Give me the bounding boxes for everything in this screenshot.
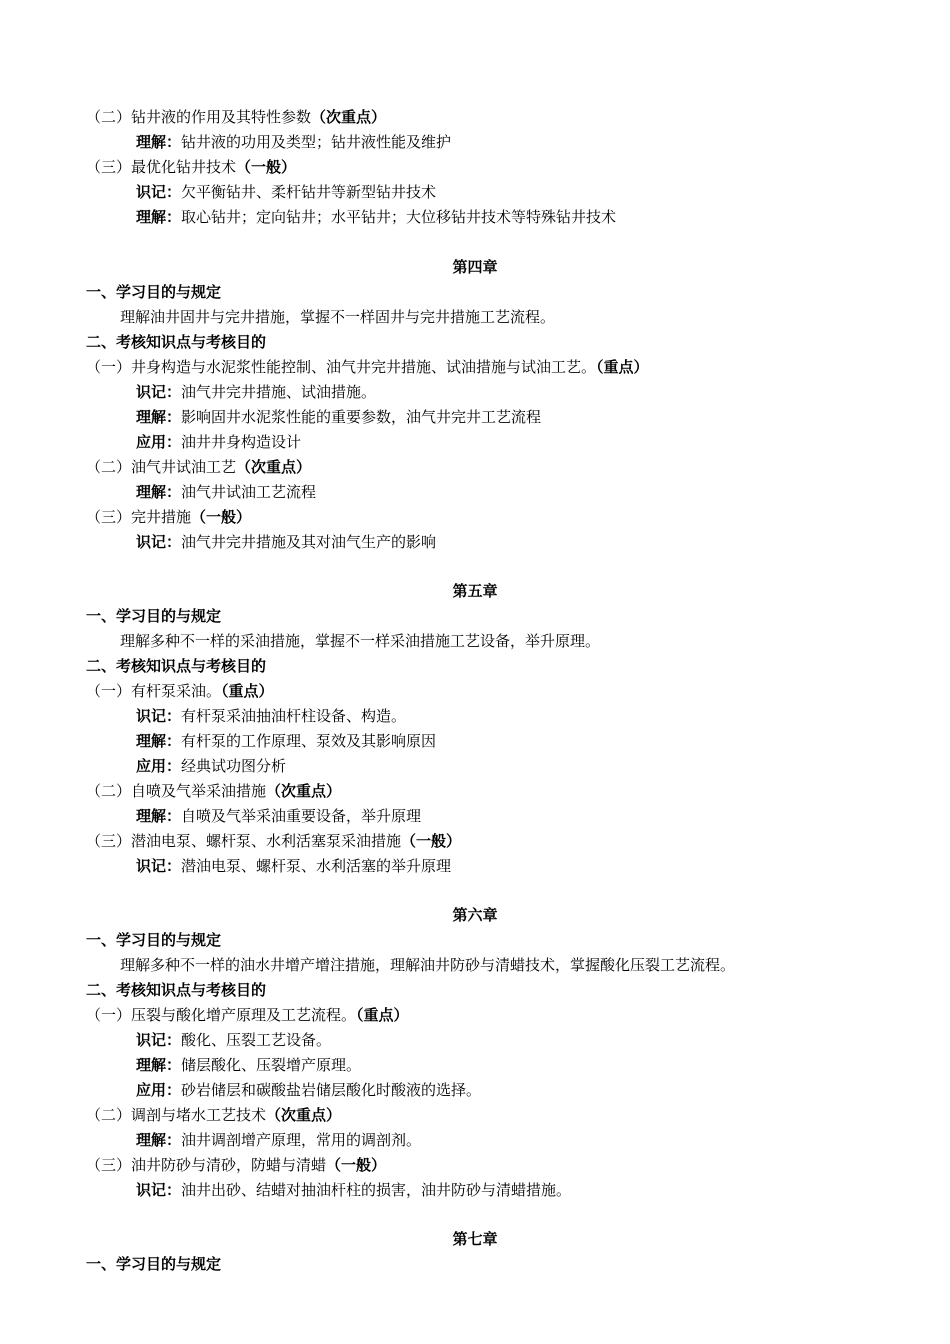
item-number: （一） bbox=[86, 1006, 132, 1024]
detail-line bbox=[0, 1053, 950, 1078]
detail-line bbox=[0, 1178, 950, 1203]
detail-label: 理解： bbox=[136, 483, 182, 501]
item-number: （三） bbox=[86, 158, 132, 176]
section-item bbox=[0, 355, 950, 380]
detail-label: 理解： bbox=[136, 1131, 182, 1149]
detail-text: 酸化、压裂工艺设备。 bbox=[181, 1031, 332, 1049]
item-text: 最优化钻井技术 bbox=[131, 158, 237, 176]
item-text: 油井防砂与清砂，防蜡与清蜡 bbox=[131, 1156, 327, 1174]
detail-label: 理解： bbox=[136, 732, 182, 750]
detail-text: 取心钻井；定向钻井；水平钻井；大位移钻井技术等特殊钻井技术 bbox=[181, 208, 617, 226]
section-heading: 一、学习目的与规定 bbox=[86, 1255, 222, 1273]
section-item bbox=[0, 1153, 950, 1178]
chapter-title: 第六章 bbox=[452, 906, 498, 924]
detail-text: 油井调剖增产原理，常用的调剖剂。 bbox=[181, 1131, 422, 1149]
section-heading: 二、考核知识点与考核目的 bbox=[86, 333, 267, 351]
chapter-title: 第五章 bbox=[452, 582, 498, 600]
detail-line bbox=[0, 530, 950, 555]
detail-line bbox=[0, 854, 950, 879]
section-item bbox=[0, 829, 950, 854]
detail-line bbox=[0, 405, 950, 430]
item-number: （三） bbox=[86, 508, 132, 526]
item-number: （一） bbox=[86, 682, 132, 700]
detail-text: 经典试功图分析 bbox=[181, 757, 287, 775]
detail-text: 砂岩储层和碳酸盐岩储层酸化时酸液的选择。 bbox=[181, 1081, 482, 1099]
section-heading: 二、考核知识点与考核目的 bbox=[86, 981, 267, 999]
detail-text: 油气井完井措施及其对油气生产的影响 bbox=[181, 533, 437, 551]
detail-text: 油井井身构造设计 bbox=[181, 433, 302, 451]
section-item bbox=[0, 155, 950, 180]
detail-line bbox=[0, 804, 950, 829]
section-heading: 一、学习目的与规定 bbox=[86, 283, 222, 301]
item-number: （三） bbox=[86, 832, 132, 850]
detail-line bbox=[0, 130, 950, 155]
item-text: 调剖与堵水工艺技术 bbox=[131, 1106, 267, 1124]
item-text: 潜油电泵、螺杆泵、水利活塞泵采油措施 bbox=[131, 832, 402, 850]
section-item bbox=[0, 779, 950, 804]
detail-label: 识记： bbox=[136, 1031, 182, 1049]
detail-label: 应用： bbox=[136, 757, 182, 775]
item-text: 油气井试油工艺 bbox=[131, 458, 237, 476]
detail-text: 油气井完井措施、试油措施。 bbox=[181, 383, 377, 401]
priority-tag: （重点） bbox=[221, 682, 274, 700]
item-text: 完井措施 bbox=[131, 508, 192, 526]
detail-line bbox=[0, 480, 950, 505]
item-text: 井身构造与水泥浆性能控制、油气井完井措施、试油措施与试油工艺。 bbox=[131, 358, 597, 376]
detail-text: 潜油电泵、螺杆泵、水利活塞的举升原理 bbox=[181, 857, 452, 875]
chapter-title: 第七章 bbox=[452, 1230, 498, 1248]
detail-label: 理解： bbox=[136, 1056, 182, 1074]
detail-line bbox=[0, 180, 950, 205]
detail-label: 理解： bbox=[136, 133, 182, 151]
detail-label: 识记： bbox=[136, 383, 182, 401]
detail-line bbox=[0, 754, 950, 779]
item-number: （二） bbox=[86, 1106, 132, 1124]
item-number: （二） bbox=[86, 108, 132, 126]
detail-label: 识记： bbox=[136, 183, 182, 201]
priority-tag: （次重点） bbox=[266, 1106, 342, 1124]
chapter-title: 第四章 bbox=[452, 258, 498, 276]
item-number: （三） bbox=[86, 1156, 132, 1174]
detail-line bbox=[0, 205, 950, 230]
detail-label: 识记： bbox=[136, 857, 182, 875]
detail-label: 识记： bbox=[136, 707, 182, 725]
detail-line bbox=[0, 1078, 950, 1103]
detail-label: 理解： bbox=[136, 807, 182, 825]
priority-tag: （次重点） bbox=[311, 108, 387, 126]
detail-text: 有杆泵采油抽油杆柱设备、构造。 bbox=[181, 707, 407, 725]
detail-label: 理解： bbox=[136, 408, 182, 426]
priority-tag: （一般） bbox=[191, 508, 252, 526]
detail-label: 识记： bbox=[136, 1181, 182, 1199]
section-item bbox=[0, 105, 950, 130]
item-text: 压裂与酸化增产原理及工艺流程。 bbox=[131, 1006, 357, 1024]
priority-tag: （次重点） bbox=[236, 458, 312, 476]
detail-label: 识记： bbox=[136, 533, 182, 551]
detail-line bbox=[0, 430, 950, 455]
section-item bbox=[0, 505, 950, 530]
priority-tag: （一般） bbox=[326, 1156, 387, 1174]
item-number: （一） bbox=[86, 358, 132, 376]
detail-line bbox=[0, 729, 950, 754]
detail-text: 储层酸化、压裂增产原理。 bbox=[181, 1056, 362, 1074]
detail-text: 有杆泵的工作原理、泵效及其影响原因 bbox=[181, 732, 437, 750]
paragraph: 理解多种不一样的油水井增产增注措施，理解油井防砂与清蜡技术，掌握酸化压裂工艺流程。 bbox=[120, 956, 736, 974]
detail-label: 理解： bbox=[136, 208, 182, 226]
detail-line bbox=[0, 1028, 950, 1053]
item-text: 钻井液的作用及其特性参数 bbox=[131, 108, 312, 126]
priority-tag: （次重点） bbox=[266, 782, 342, 800]
detail-text: 影响固井水泥浆性能的重要参数，油气井完井工艺流程 bbox=[181, 408, 542, 426]
item-text: 自喷及气举采油措施 bbox=[131, 782, 267, 800]
section-item bbox=[0, 1103, 950, 1128]
priority-tag: （重点） bbox=[596, 358, 649, 376]
item-number: （二） bbox=[86, 458, 132, 476]
item-text: 有杆泵采油。 bbox=[131, 682, 222, 700]
item-number: （二） bbox=[86, 782, 132, 800]
priority-tag: （一般） bbox=[401, 832, 462, 850]
priority-tag: （一般） bbox=[236, 158, 297, 176]
detail-text: 油气井试油工艺流程 bbox=[181, 483, 317, 501]
section-heading: 一、学习目的与规定 bbox=[86, 931, 222, 949]
paragraph: 理解油井固井与完井措施，掌握不一样固井与完井措施工艺流程。 bbox=[120, 308, 556, 326]
section-item bbox=[0, 679, 950, 704]
priority-tag: （重点） bbox=[356, 1006, 409, 1024]
detail-line bbox=[0, 1128, 950, 1153]
section-heading: 一、学习目的与规定 bbox=[86, 607, 222, 625]
detail-text: 欠平衡钻井、柔杆钻井等新型钻井技术 bbox=[181, 183, 437, 201]
detail-line bbox=[0, 380, 950, 405]
section-heading: 二、考核知识点与考核目的 bbox=[86, 657, 267, 675]
section-item bbox=[0, 455, 950, 480]
detail-label: 应用： bbox=[136, 433, 182, 451]
section-item bbox=[0, 1003, 950, 1028]
detail-text: 自喷及气举采油重要设备，举升原理 bbox=[181, 807, 422, 825]
detail-label: 应用： bbox=[136, 1081, 182, 1099]
detail-line bbox=[0, 704, 950, 729]
detail-text: 钻井液的功用及类型；钻井液性能及维护 bbox=[181, 133, 452, 151]
paragraph: 理解多种不一样的采油措施，掌握不一样采油措施工艺设备，举升原理。 bbox=[120, 632, 601, 650]
detail-text: 油井出砂、结蜡对抽油杆柱的损害，油井防砂与清蜡措施。 bbox=[181, 1181, 572, 1199]
